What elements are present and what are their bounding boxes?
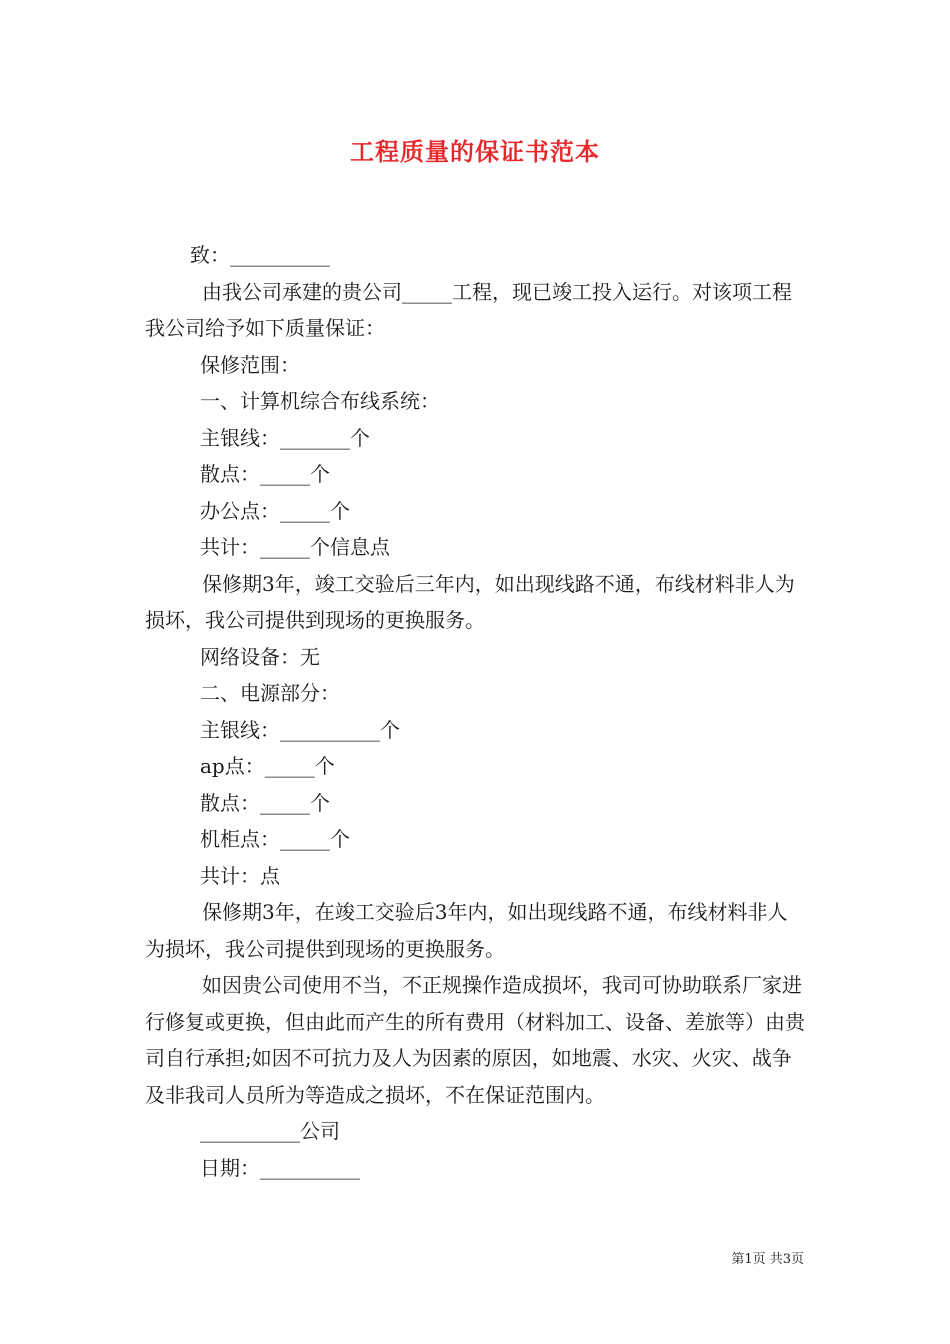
- addressee-line: 致：__________: [190, 243, 330, 267]
- warranty-scope-heading: 保修范围：: [200, 352, 300, 377]
- section-2-scatter-points: 散点：_____个: [200, 790, 330, 815]
- section-2-cabinet-points: 机柜点：_____个: [200, 827, 350, 851]
- page-number-footer: 第1页 共3页: [731, 1252, 804, 1267]
- document-body: [145, 237, 805, 1186]
- document-title: 工程质量的保证书范本: [350, 137, 600, 166]
- section-1-heading: 一、计算机综合布线系统：: [200, 389, 440, 413]
- section-1-scatter-points: 散点：_____个: [200, 462, 330, 486]
- section-1-main-line: 主银线：_______个: [200, 425, 370, 450]
- liability-paragraph: 如因贵公司使用不当，不正规操作造成损坏，我司可协助联系厂家进行修复或更换，但由此而产生的所有费用（材料加工、设备、差旅等）由贵司自行承担;如因不可抗力及人为因素的原因，如地震、水灾、火灾、战争及非我司人员所为等造成之损坏，不在保证范围内。: [145, 973, 805, 1107]
- signature-company-line: __________公司: [200, 1119, 340, 1143]
- section-2-warranty-paragraph: 保修期3年，在竣工交验后3年内，如出现线路不通，布线材料非人为损坏，我公司提供到现场的更换服务。: [145, 900, 788, 961]
- section-2-heading: 二、电源部分：: [200, 681, 340, 705]
- section-1-office-points: 办公点：_____个: [200, 498, 350, 523]
- section-1-warranty-paragraph: 保修期3年，竣工交验后三年内，如出现线路不通，布线材料非人为损坏，我公司提供到现场的更换服务。: [145, 571, 795, 632]
- section-2-main-line: 主银线：__________个: [200, 717, 400, 742]
- intro-paragraph: 由我公司承建的贵公司_____工程，现已竣工投入运行。对该项工程我公司给予如下质量保证：: [145, 279, 792, 340]
- signature-date-line: 日期：__________: [200, 1155, 360, 1180]
- section-1-total: 共计：_____个信息点: [200, 535, 390, 559]
- section-2-total: 共计：点: [200, 863, 280, 888]
- section-2-ap-points: ap点：_____个: [200, 754, 335, 778]
- network-equipment-line: 网络设备：无: [200, 644, 320, 669]
